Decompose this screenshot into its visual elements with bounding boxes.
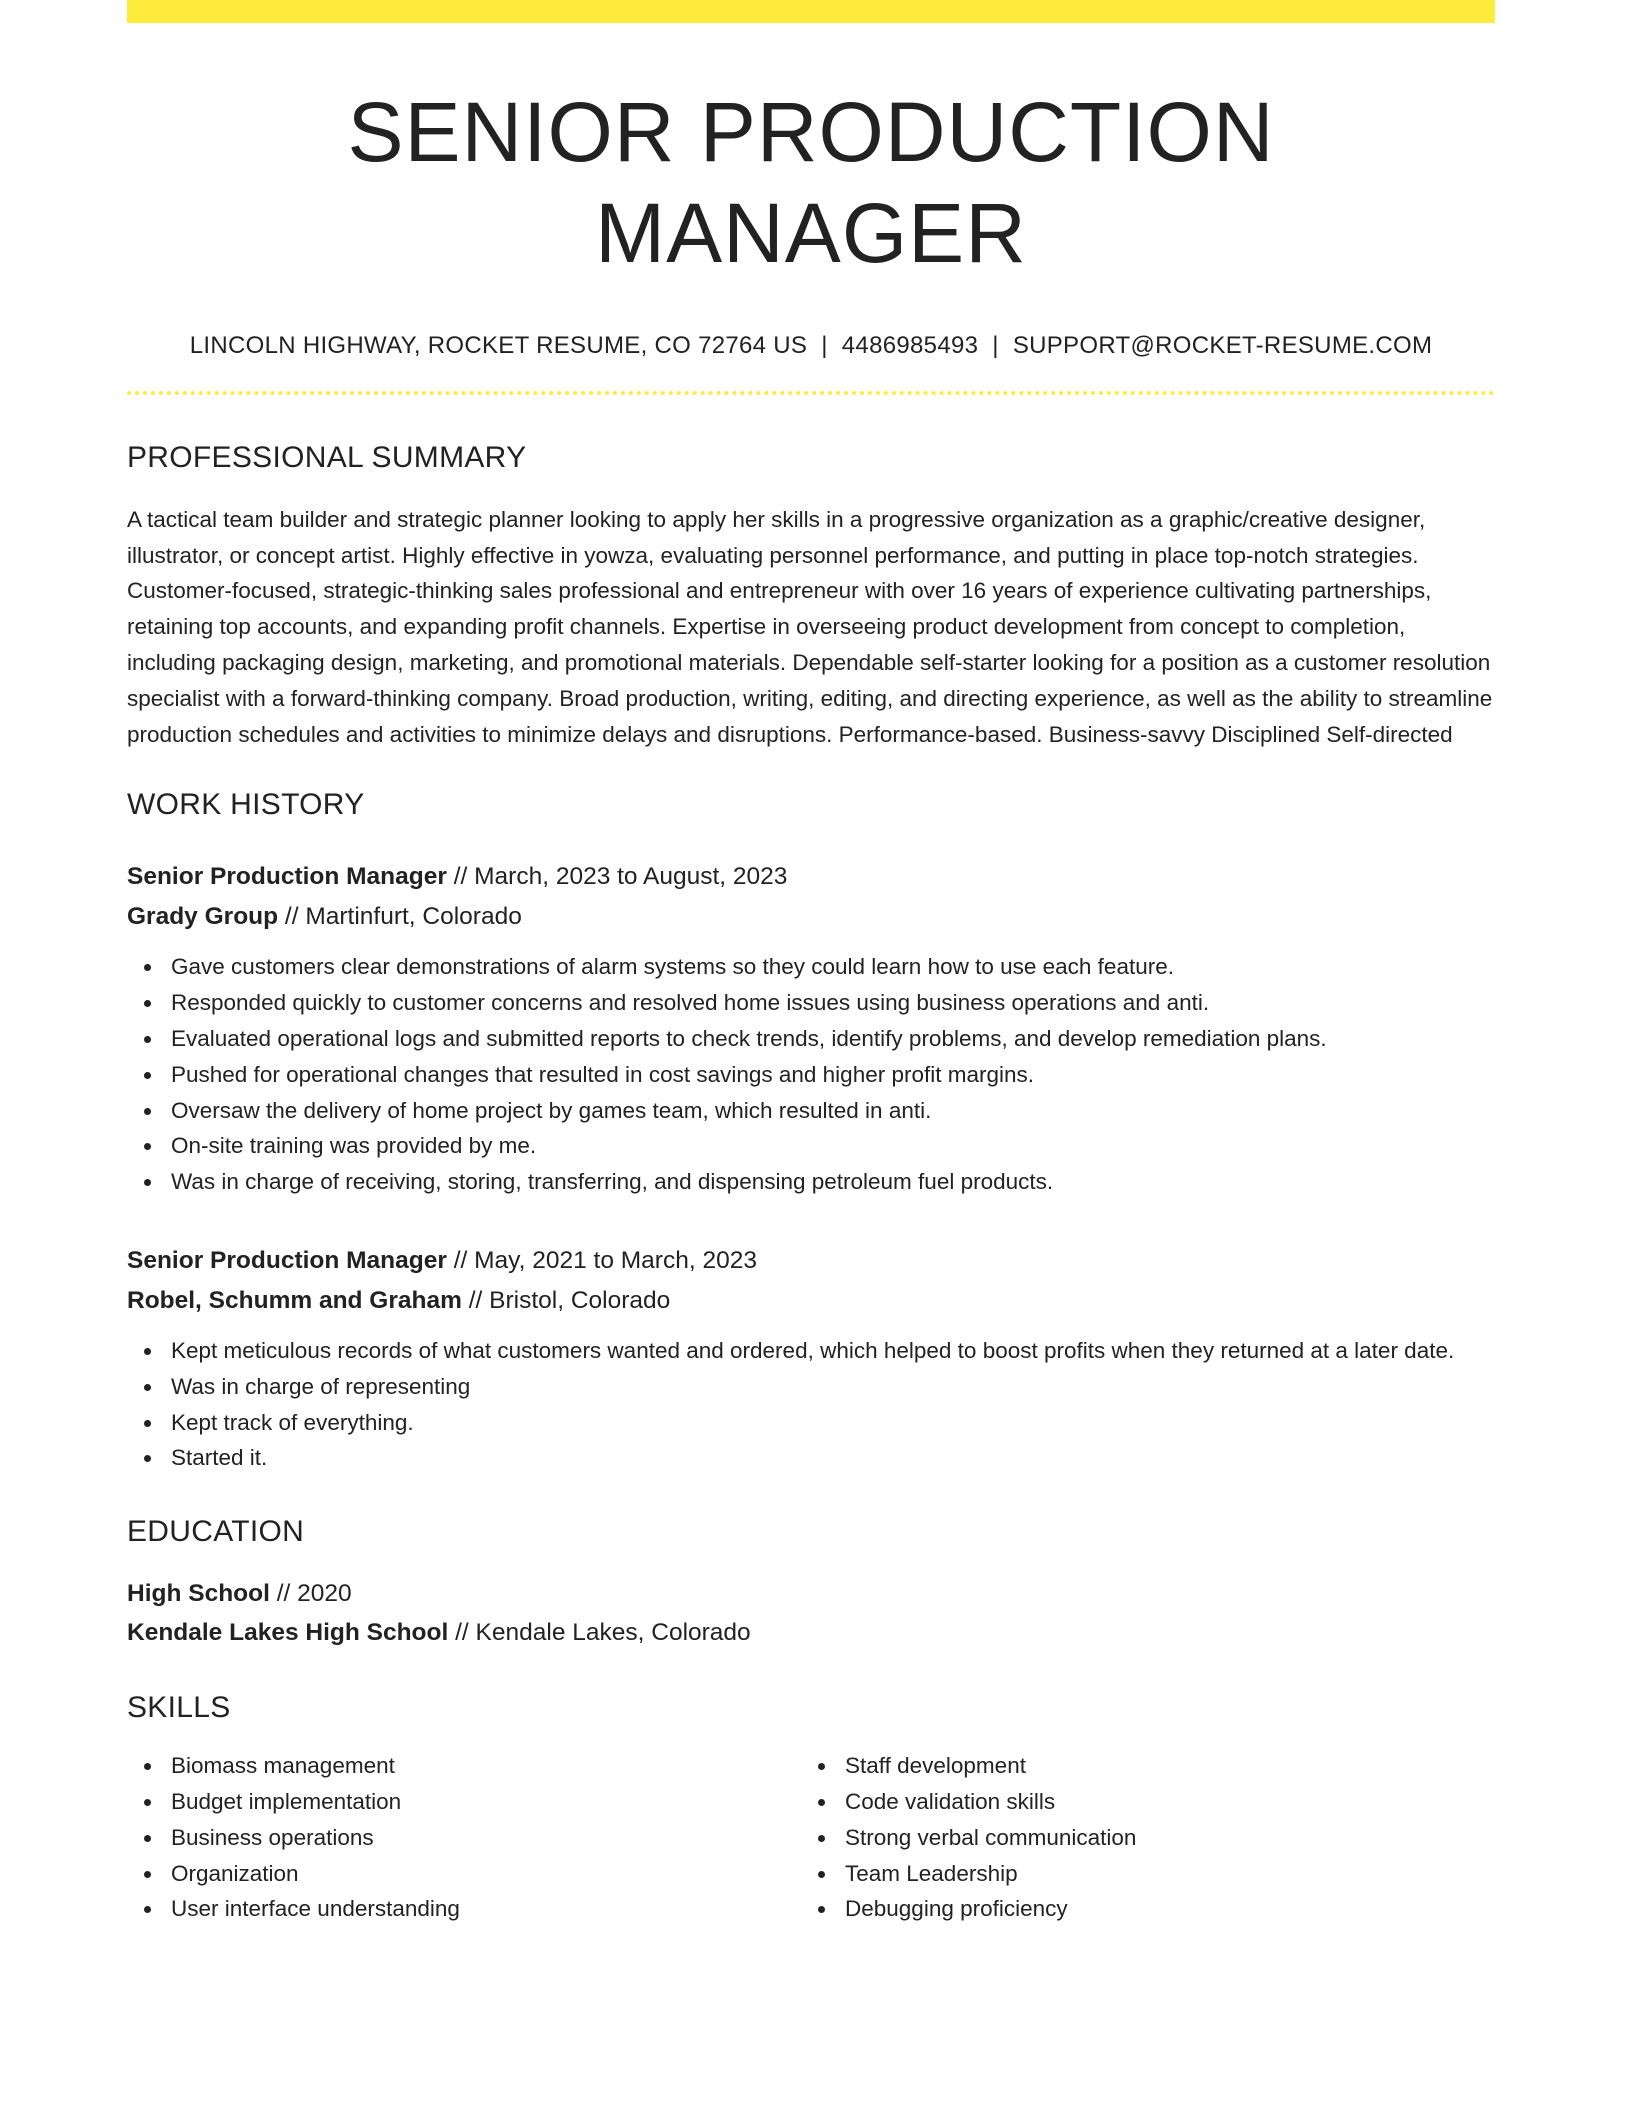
job-dates: // March, 2023 to August, 2023 <box>446 863 788 891</box>
resume-page <box>127 0 1495 1927</box>
list-item: Evaluated operational logs and submitted reports to check trends, identify problems, and develop remediation plans. <box>127 1021 1495 1057</box>
job-role: Senior Production Manager <box>127 863 447 891</box>
contact-separator: | <box>992 331 999 359</box>
skill-item: User interface understanding <box>127 1891 801 1927</box>
job-role: Senior Production Manager <box>127 1246 447 1274</box>
job-entry <box>127 857 1495 1200</box>
contact-line <box>127 330 1495 361</box>
top-accent-bar <box>127 0 1495 23</box>
contact-separator: | <box>821 331 828 359</box>
summary-heading: PROFESSIONAL SUMMARY <box>127 440 527 474</box>
job-company: Robel, Schumm and Graham <box>127 1286 462 1314</box>
skills-heading: SKILLS <box>127 1691 231 1725</box>
list-item: Was in charge of representing <box>127 1369 1495 1405</box>
job-bullets <box>127 949 1495 1200</box>
resume-title: SENIOR PRODUCTION MANAGER <box>347 85 1275 280</box>
education-school: Kendale Lakes High School <box>127 1618 449 1646</box>
job-company-line <box>127 897 1495 937</box>
skill-item: Code validation skills <box>801 1784 1475 1820</box>
skills-right-column <box>801 1748 1475 1927</box>
list-item: Kept meticulous records of what customers wanted and ordered, which helped to boost profits when they returned at a later date. <box>127 1333 1495 1369</box>
job-dates: // May, 2021 to March, 2023 <box>446 1246 757 1274</box>
education-year: // 2020 <box>269 1580 352 1608</box>
skill-item: Organization <box>127 1856 801 1892</box>
list-item: Oversaw the delivery of home project by games team, which resulted in anti. <box>127 1093 1495 1129</box>
work-history-heading: WORK HISTORY <box>127 788 365 822</box>
contact-phone: 4486985493 <box>841 331 979 359</box>
skill-item: Team Leadership <box>801 1856 1475 1892</box>
list-item: Was in charge of receiving, storing, transferring, and dispensing petroleum fuel products. <box>127 1164 1495 1200</box>
skill-item: Business operations <box>127 1820 801 1856</box>
contact-address: LINCOLN HIGHWAY, ROCKET RESUME, CO 72764 US <box>189 331 808 359</box>
skill-item: Budget implementation <box>127 1784 801 1820</box>
skill-item: Strong verbal communication <box>801 1820 1475 1856</box>
list-item: Pushed for operational changes that resulted in cost savings and higher profit margins. <box>127 1057 1495 1093</box>
contact-email: SUPPORT@ROCKET-RESUME.COM <box>1012 331 1433 359</box>
skills-columns <box>127 1748 1495 1927</box>
job-company-line <box>127 1281 1495 1321</box>
list-item: Kept track of everything. <box>127 1405 1495 1441</box>
list-item: Gave customers clear demonstrations of alarm systems so they could learn how to use each feature. <box>127 949 1495 985</box>
job-role-line <box>127 857 1495 897</box>
education-entry <box>127 1575 1495 1652</box>
list-item: Started it. <box>127 1440 1495 1476</box>
skill-item: Biomass management <box>127 1748 801 1784</box>
list-item: On-site training was provided by me. <box>127 1128 1495 1164</box>
job-entry <box>127 1241 1495 1476</box>
job-location: // Martinfurt, Colorado <box>278 903 522 931</box>
education-degree-line <box>127 1575 1495 1614</box>
job-location: // Bristol, Colorado <box>461 1286 671 1314</box>
job-bullets <box>127 1333 1495 1476</box>
list-item: Responded quickly to customer concerns and resolved home issues using business operations and anti. <box>127 985 1495 1021</box>
education-degree: High School <box>127 1580 270 1608</box>
education-location: // Kendale Lakes, Colorado <box>448 1618 751 1646</box>
skill-item: Debugging proficiency <box>801 1891 1475 1927</box>
education-heading: EDUCATION <box>127 1515 305 1549</box>
skill-item: Staff development <box>801 1748 1475 1784</box>
skills-left-column <box>127 1748 801 1927</box>
education-school-line <box>127 1614 1495 1653</box>
job-company: Grady Group <box>127 903 279 931</box>
job-role-line <box>127 1241 1495 1281</box>
dotted-divider <box>127 391 1495 395</box>
summary-text: A tactical team builder and strategic planner looking to apply her skills in a progressive organization as a graphic/creative designer, illustrator, or concept artist. Highly effective in yowza, evaluating personnel performance, and putting in place top-notch strategies. Customer-focused, strategic-thinking sales professional and entrepreneur with over 16 years of experience cultivating partnerships, retaining top accounts, and expanding profit channels. Expertise in overseeing product development from concept to completion, including packaging design, marketing, and promotional materials. Dependable self-starter looking for a position as a customer resolution specialist with a forward-thinking company. Broad production, writing, editing, and directing experience, as well as the ability to streamline production schedules and activities to minimize delays and disruptions. Performance-based. Business-savvy Disciplined Self-directed <box>127 506 1493 747</box>
